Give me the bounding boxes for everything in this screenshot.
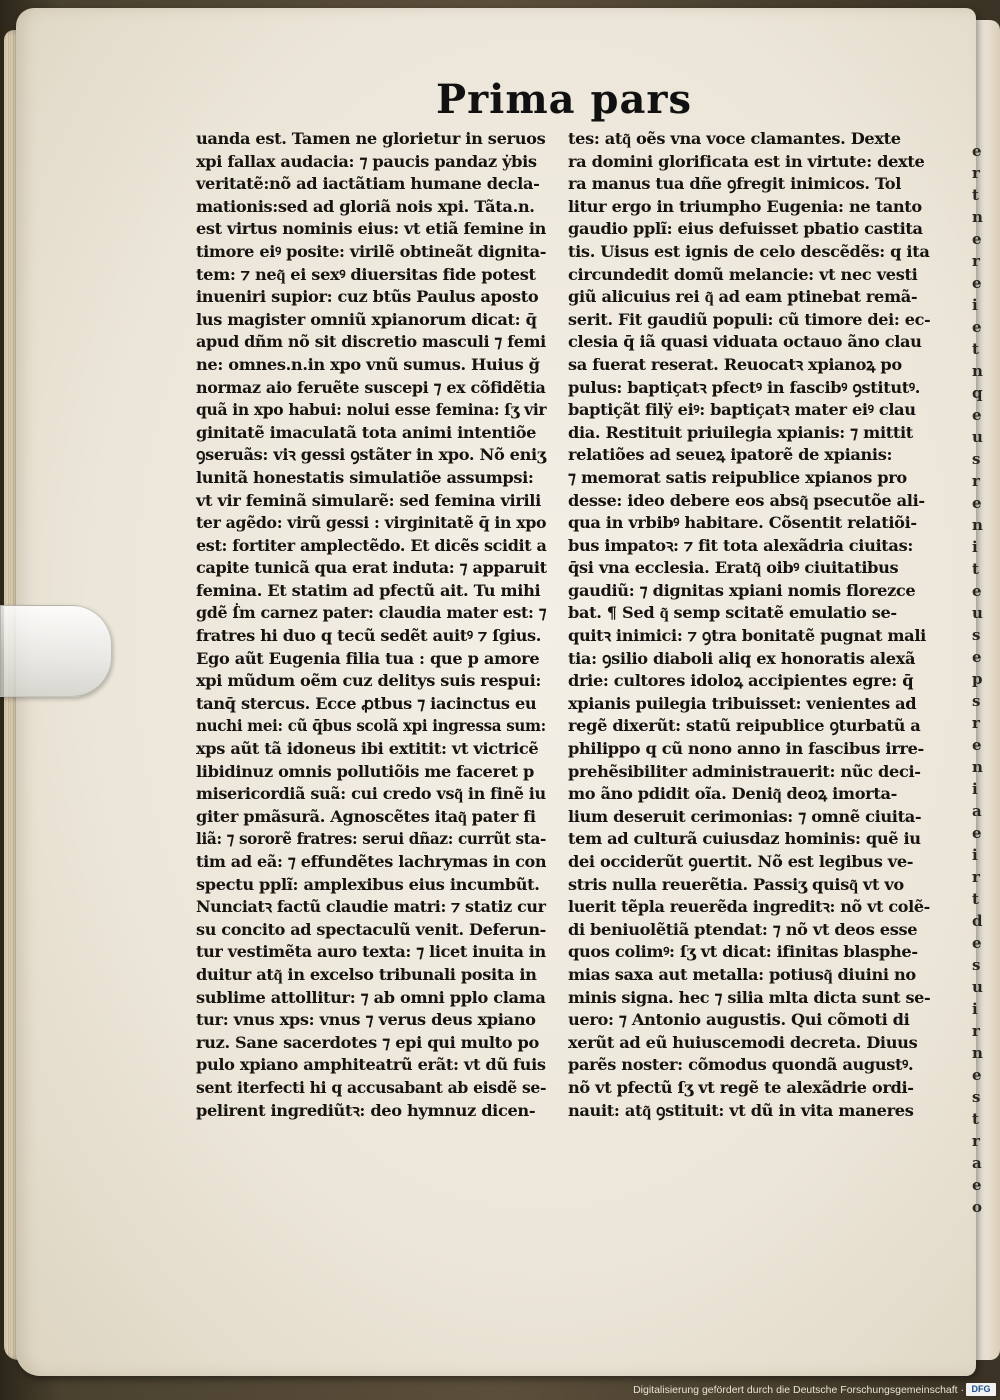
adjacent-page-glyph: r <box>972 472 980 490</box>
adjacent-page-glyph: e <box>972 318 982 336</box>
left-column-line: lus magister omniũ xpianorum dicat: q̄ <box>196 309 537 329</box>
right-column-line: dia. Restituit priuilegia xpianis: ⁊ mittit <box>568 422 913 442</box>
adjacent-page-glyph: u <box>972 978 983 996</box>
right-column-line: xpianis puilegia tribuisset: venientes ad <box>568 693 917 713</box>
adjacent-page-edge <box>972 140 1000 1220</box>
right-column-line: relatiões ad seueꝝ ipatorẽ de xpianis: <box>568 445 893 465</box>
right-column-line: lium deseruit cerimonias: ⁊ omnẽ ciuita- <box>568 806 922 826</box>
adjacent-page-glyph: e <box>972 230 982 248</box>
adjacent-page-glyph: q <box>972 384 983 402</box>
adjacent-page-glyph: t <box>972 1110 979 1128</box>
right-column-line: ra manus tua dñe ꝯfregit inimicos. Tol <box>568 174 902 194</box>
left-column-line: liã: ⁊ sororẽ fratres: serui dñaz: currũt sta- <box>196 829 546 849</box>
right-column-line: sa fuerat reserat. Reuocatꝛ xpianoꝝ po <box>568 354 902 374</box>
left-column-line: giter pmãsurã. Agnoscẽtes itaq͂ pater fi <box>196 806 536 826</box>
adjacent-page-glyph: n <box>972 758 983 776</box>
right-column-line: baptiçãt filÿ eiꝰ: baptiçatꝛ mater eiꝰ clau <box>568 400 916 420</box>
left-column-line: femina. Et statim ad pfectũ ait. Tu mihi <box>196 580 541 600</box>
right-column-line: bus impatoꝛ: ⁊ fit tota alexãdria ciuitas: <box>568 535 913 555</box>
left-column-line: ruz. Sane sacerdotes ⁊ epi qui multo po <box>196 1032 539 1052</box>
right-column-line: nõ vt pfectũ ſʒ vt regẽ te alexãdrie ordi- <box>568 1077 914 1097</box>
right-column-line: luerit tẽpla reuerẽda ingreditꝛ: nõ vt colẽ- <box>568 897 930 917</box>
right-column-line: mias saxa aut metalla: potiusq͂ diuini no <box>568 964 916 984</box>
adjacent-page-glyph: e <box>972 1176 982 1194</box>
left-column-line: quã in xpo habui: nolui esse femina: ſʒ vir <box>196 400 547 420</box>
adjacent-page-glyph: t <box>972 890 979 908</box>
left-column-line: tem: ⁊ neq͂ ei sexꝰ diuersitas fide potest <box>196 264 536 284</box>
adjacent-page-glyph: s <box>972 956 981 974</box>
adjacent-page-glyph: t <box>972 340 979 358</box>
adjacent-page-glyph: t <box>972 186 979 204</box>
right-column-line: circundedit domũ melancie: vt nec vesti <box>568 264 918 284</box>
adjacent-page-glyph: d <box>972 912 983 930</box>
adjacent-page-glyph: e <box>972 406 982 424</box>
adjacent-page-glyph: e <box>972 494 982 512</box>
adjacent-page-glyph: e <box>972 648 982 666</box>
left-column-line: tur: vnus xps: vnus ⁊ verus deus xpiano <box>196 1010 536 1030</box>
adjacent-page-glyph: i <box>972 538 978 556</box>
right-column-line: tis. Uisus est ignis de celo descẽdẽs: q ita <box>568 241 930 261</box>
left-column-line: inueniri supior: cuz btũs Paulus aposto <box>196 287 539 307</box>
left-column-line: xpi mũdum oẽm cuz delitys suis respui: <box>196 671 541 691</box>
adjacent-page-glyph: a <box>972 1154 982 1172</box>
right-column-line: litur ergo in triumpho Eugenia: ne tanto <box>568 196 922 216</box>
adjacent-page-glyph: i <box>972 1000 978 1018</box>
right-column-line: tem ad culturã cuiusdaz hominis: quẽ iu <box>568 829 921 849</box>
adjacent-page-glyph: r <box>972 868 980 886</box>
page-marker-tab <box>0 605 112 697</box>
adjacent-page-glyph: e <box>972 274 982 292</box>
left-column-line: su concito ad spectaculũ venit. Deferun- <box>196 919 546 939</box>
left-column-line: ne: omnes.n.in xpo vnũ sumus. Huius ğ <box>196 354 540 374</box>
adjacent-page-glyph: p <box>972 670 983 688</box>
adjacent-page-glyph: i <box>972 846 978 864</box>
right-column-line: giũ alicuius rei q͂ ad eam ptinebat remã- <box>568 287 918 307</box>
left-column-line: uanda est. Tamen ne glorietur in seruos <box>196 129 546 148</box>
left-column-line: tanq̄ stercus. Ecce ꝓtbus ⁊ iacinctus eu <box>196 693 537 713</box>
right-column-line: prehẽsibiliter administrauerit: nũc deci- <box>568 761 921 781</box>
left-column-line: Ego aũt Eugenia filia tua : que p amore <box>196 648 540 668</box>
right-column-line: desse: ideo debere eos absq͂ psecutõe ali- <box>568 490 925 510</box>
right-column-line: tes: atq͂ oẽs vna voce clamantes. Dexte <box>568 129 901 148</box>
left-column-line: pulo xpiano amphiteatrũ erãt: vt dũ fuis <box>196 1055 546 1075</box>
left-column-line: pelirent ingrediũtꝛ: deo hymnuz dicen- <box>196 1100 536 1120</box>
left-column-line: est virtus nominis eius: vt etiã femine in <box>196 219 546 239</box>
adjacent-page-glyph: u <box>972 604 983 622</box>
right-column-line: ra domini glorificata est in virtute: dexte <box>568 151 925 171</box>
left-column-line: spectu pplĩ: amplexibus eius incumbũt. <box>196 874 540 894</box>
left-column-line: duitur atq͂ in excelso tribunali posita in <box>196 964 537 984</box>
adjacent-page-glyph: a <box>972 802 982 820</box>
adjacent-page-glyph: e <box>972 1066 982 1084</box>
left-column-line: sublime attollitur: ⁊ ab omni pplo clama <box>196 987 546 1007</box>
left-column-line: Nunciatꝛ factũ claudie matri: ⁊ statiz cur <box>196 897 546 917</box>
right-column-line: qua in vrbibꝰ habitare. Cõsentit relatiõi- <box>568 513 917 533</box>
adjacent-page-glyph: s <box>972 450 981 468</box>
right-column-line: clesia q̄ iã quasi viduata octauo ãno clau <box>568 332 922 352</box>
right-column-line: minis signa. hec ⁊ silia mlta dicta sunt se- <box>568 987 931 1007</box>
adjacent-page-glyph: r <box>972 252 980 270</box>
right-column-line: dei occiderũt ꝯuertit. Nõ est legibus ve- <box>568 852 914 871</box>
left-column-line: est: fortiter amplectẽdo. Et dicẽs scidit a <box>196 535 547 555</box>
digitization-credit: Digitalisierung gefördert durch die Deutsche Forschungsgemeinschaft · <box>633 1384 964 1396</box>
right-column-line: stris nulla reuerẽtia. Passiʒ quisq͂ vt vo <box>568 874 904 894</box>
left-column-line: mationis:sed ad gloriã nois xpi. Tãta.n. <box>196 196 535 216</box>
adjacent-page-glyph: r <box>972 164 980 182</box>
adjacent-page-glyph: u <box>972 428 983 446</box>
right-column-line: xerũt ad eũ huiuscemodi decreta. Diuus <box>568 1032 918 1052</box>
right-column-line: nauit: atq͂ ꝯstituit: vt dũ in vita maneres <box>568 1100 914 1120</box>
adjacent-page-glyph: n <box>972 516 983 534</box>
left-column-line: xps aũt tã idoneus ibi extitit: vt victricẽ <box>196 739 539 759</box>
right-column-line: parẽs noster: cõmodus quondã augustꝰ. <box>568 1055 914 1075</box>
adjacent-page-glyph: n <box>972 362 983 380</box>
adjacent-page-glyph: e <box>972 934 982 952</box>
adjacent-page-glyph: e <box>972 142 982 160</box>
right-column-line: gaudio pplĩ: eius defuisset pbatio castita <box>568 219 923 239</box>
right-column-line: ⁊ memorat satis reipublice xpianos pro <box>568 467 907 487</box>
dfg-logo-icon: DFG <box>966 1383 996 1396</box>
adjacent-page-glyph: e <box>972 736 982 754</box>
left-column-line: veritatẽ:nõ ad iactãtiam humane decla- <box>196 174 540 194</box>
right-column-line: quos colimꝰ: ſʒ vt dicat: ifinitas blasphe- <box>568 942 918 962</box>
adjacent-page-glyph: i <box>972 296 978 314</box>
left-column-line: tim ad eã: ⁊ effundẽtes lachrymas in con <box>196 852 547 871</box>
left-column-line: capite tunicã qua erat induta: ⁊ apparuit <box>196 558 547 578</box>
text-column-right <box>568 128 938 1122</box>
right-column-line: uero: ⁊ Antonio augustis. Qui cõmoti di <box>568 1010 910 1030</box>
left-column-line: libidinuz omnis pollutiõis me faceret p <box>196 761 534 781</box>
left-column-line: lunitã honestatis simulatiõe assumpsi: <box>196 467 534 487</box>
adjacent-page-glyph: o <box>972 1198 983 1216</box>
adjacent-page-glyph: e <box>972 582 982 600</box>
right-column-line: gaudiũ: ⁊ dignitas xpiani nomis florezce <box>568 580 916 600</box>
adjacent-page-glyph: n <box>972 208 983 226</box>
left-column-line: nuchi mei: cũ q̄bus scolã xpi ingressa sum: <box>196 716 546 736</box>
right-column-line: mo ãno pdidit oĩa. Deniq͂ deoꝝ imorta- <box>568 784 897 804</box>
adjacent-page-glyph: e <box>972 824 982 842</box>
adjacent-page-glyph: r <box>972 1132 980 1150</box>
right-column-line: regẽ dixerũt: statũ reipublice ꝯturbatũ a <box>568 716 921 736</box>
right-column-line: bat. ¶ Sed q͂ semp scitatẽ emulatio se- <box>568 603 897 623</box>
left-column-line: ter agẽdo: virũ gessi : virginitatẽ q̄ in xpo <box>196 513 547 533</box>
right-column-line: quitꝛ inimici: ⁊ ꝯtra bonitatẽ pugnat mali <box>568 626 926 646</box>
right-column-line: q̄si vna ecclesia. Eratq͂ oibꝰ ciuitatibus <box>568 558 899 578</box>
adjacent-page-glyph: r <box>972 1022 980 1040</box>
right-column-line: drie: cultores idoloꝝ accipientes egre: q̄ <box>568 671 914 691</box>
right-column-line: di beniuolẽtiã ptendat: ⁊ nõ vt deos esse <box>568 919 918 939</box>
left-column-line: apud dñm nõ sit discretio masculi ⁊ femi <box>196 332 546 352</box>
right-column-line: pulus: baptiçatꝛ pfectꝰ in fascibꝰ ꝯstitutꝰ. <box>568 377 920 397</box>
adjacent-page-glyph: i <box>972 780 978 798</box>
right-column-line: tia: ꝯsilio diaboli aliq ex honoratis alexã <box>568 648 916 668</box>
text-column-left <box>196 128 546 1122</box>
adjacent-page-glyph: s <box>972 626 981 644</box>
left-column-line: xpi fallax audacia: ⁊ paucis pandaz ẏbis <box>196 151 537 171</box>
left-column-line: misericordiã suã: cui credo vsq͂ in finẽ iu <box>196 784 546 804</box>
left-column-line: timore eiꝰ posite: virilẽ obtineãt dignita- <box>196 241 547 261</box>
running-head: Prima pars <box>436 76 692 123</box>
left-column-line: ꝯseruãs: viꝛ gessi ꝯstãter in xpo. Nõ eniʒ <box>196 445 546 465</box>
adjacent-page-glyph: n <box>972 1044 983 1062</box>
right-column-line: philippo q cũ nono anno in fascibus irre- <box>568 739 924 759</box>
left-column-line: gdẽ ẛm carnez pater: claudia mater est: ⁊ <box>196 603 547 623</box>
left-column-line: fratres hi duo q tecũ sedẽt auitꝰ ⁊ ſgius. <box>196 626 542 646</box>
left-column-line: sent iterfecti hi q accusabant ab eisdẽ se- <box>196 1077 547 1097</box>
left-column-line: vt vir feminã simularẽ: sed femina virili <box>196 490 541 510</box>
adjacent-page-glyph: t <box>972 560 979 578</box>
adjacent-page-glyph: s <box>972 692 981 710</box>
adjacent-page-glyph: s <box>972 1088 981 1106</box>
right-column-line: serit. Fit gaudiũ populi: cũ timore dei: ec- <box>568 309 931 329</box>
left-column-line: tur vestimẽta auro texta: ⁊ licet inuita in <box>196 942 546 962</box>
adjacent-page-glyph: r <box>972 714 980 732</box>
left-column-line: ginitatẽ imaculatã tota animi intentiõe <box>196 422 537 442</box>
left-column-line: normaz aio feruẽte suscepi ⁊ ex cõfidẽtia <box>196 377 546 397</box>
